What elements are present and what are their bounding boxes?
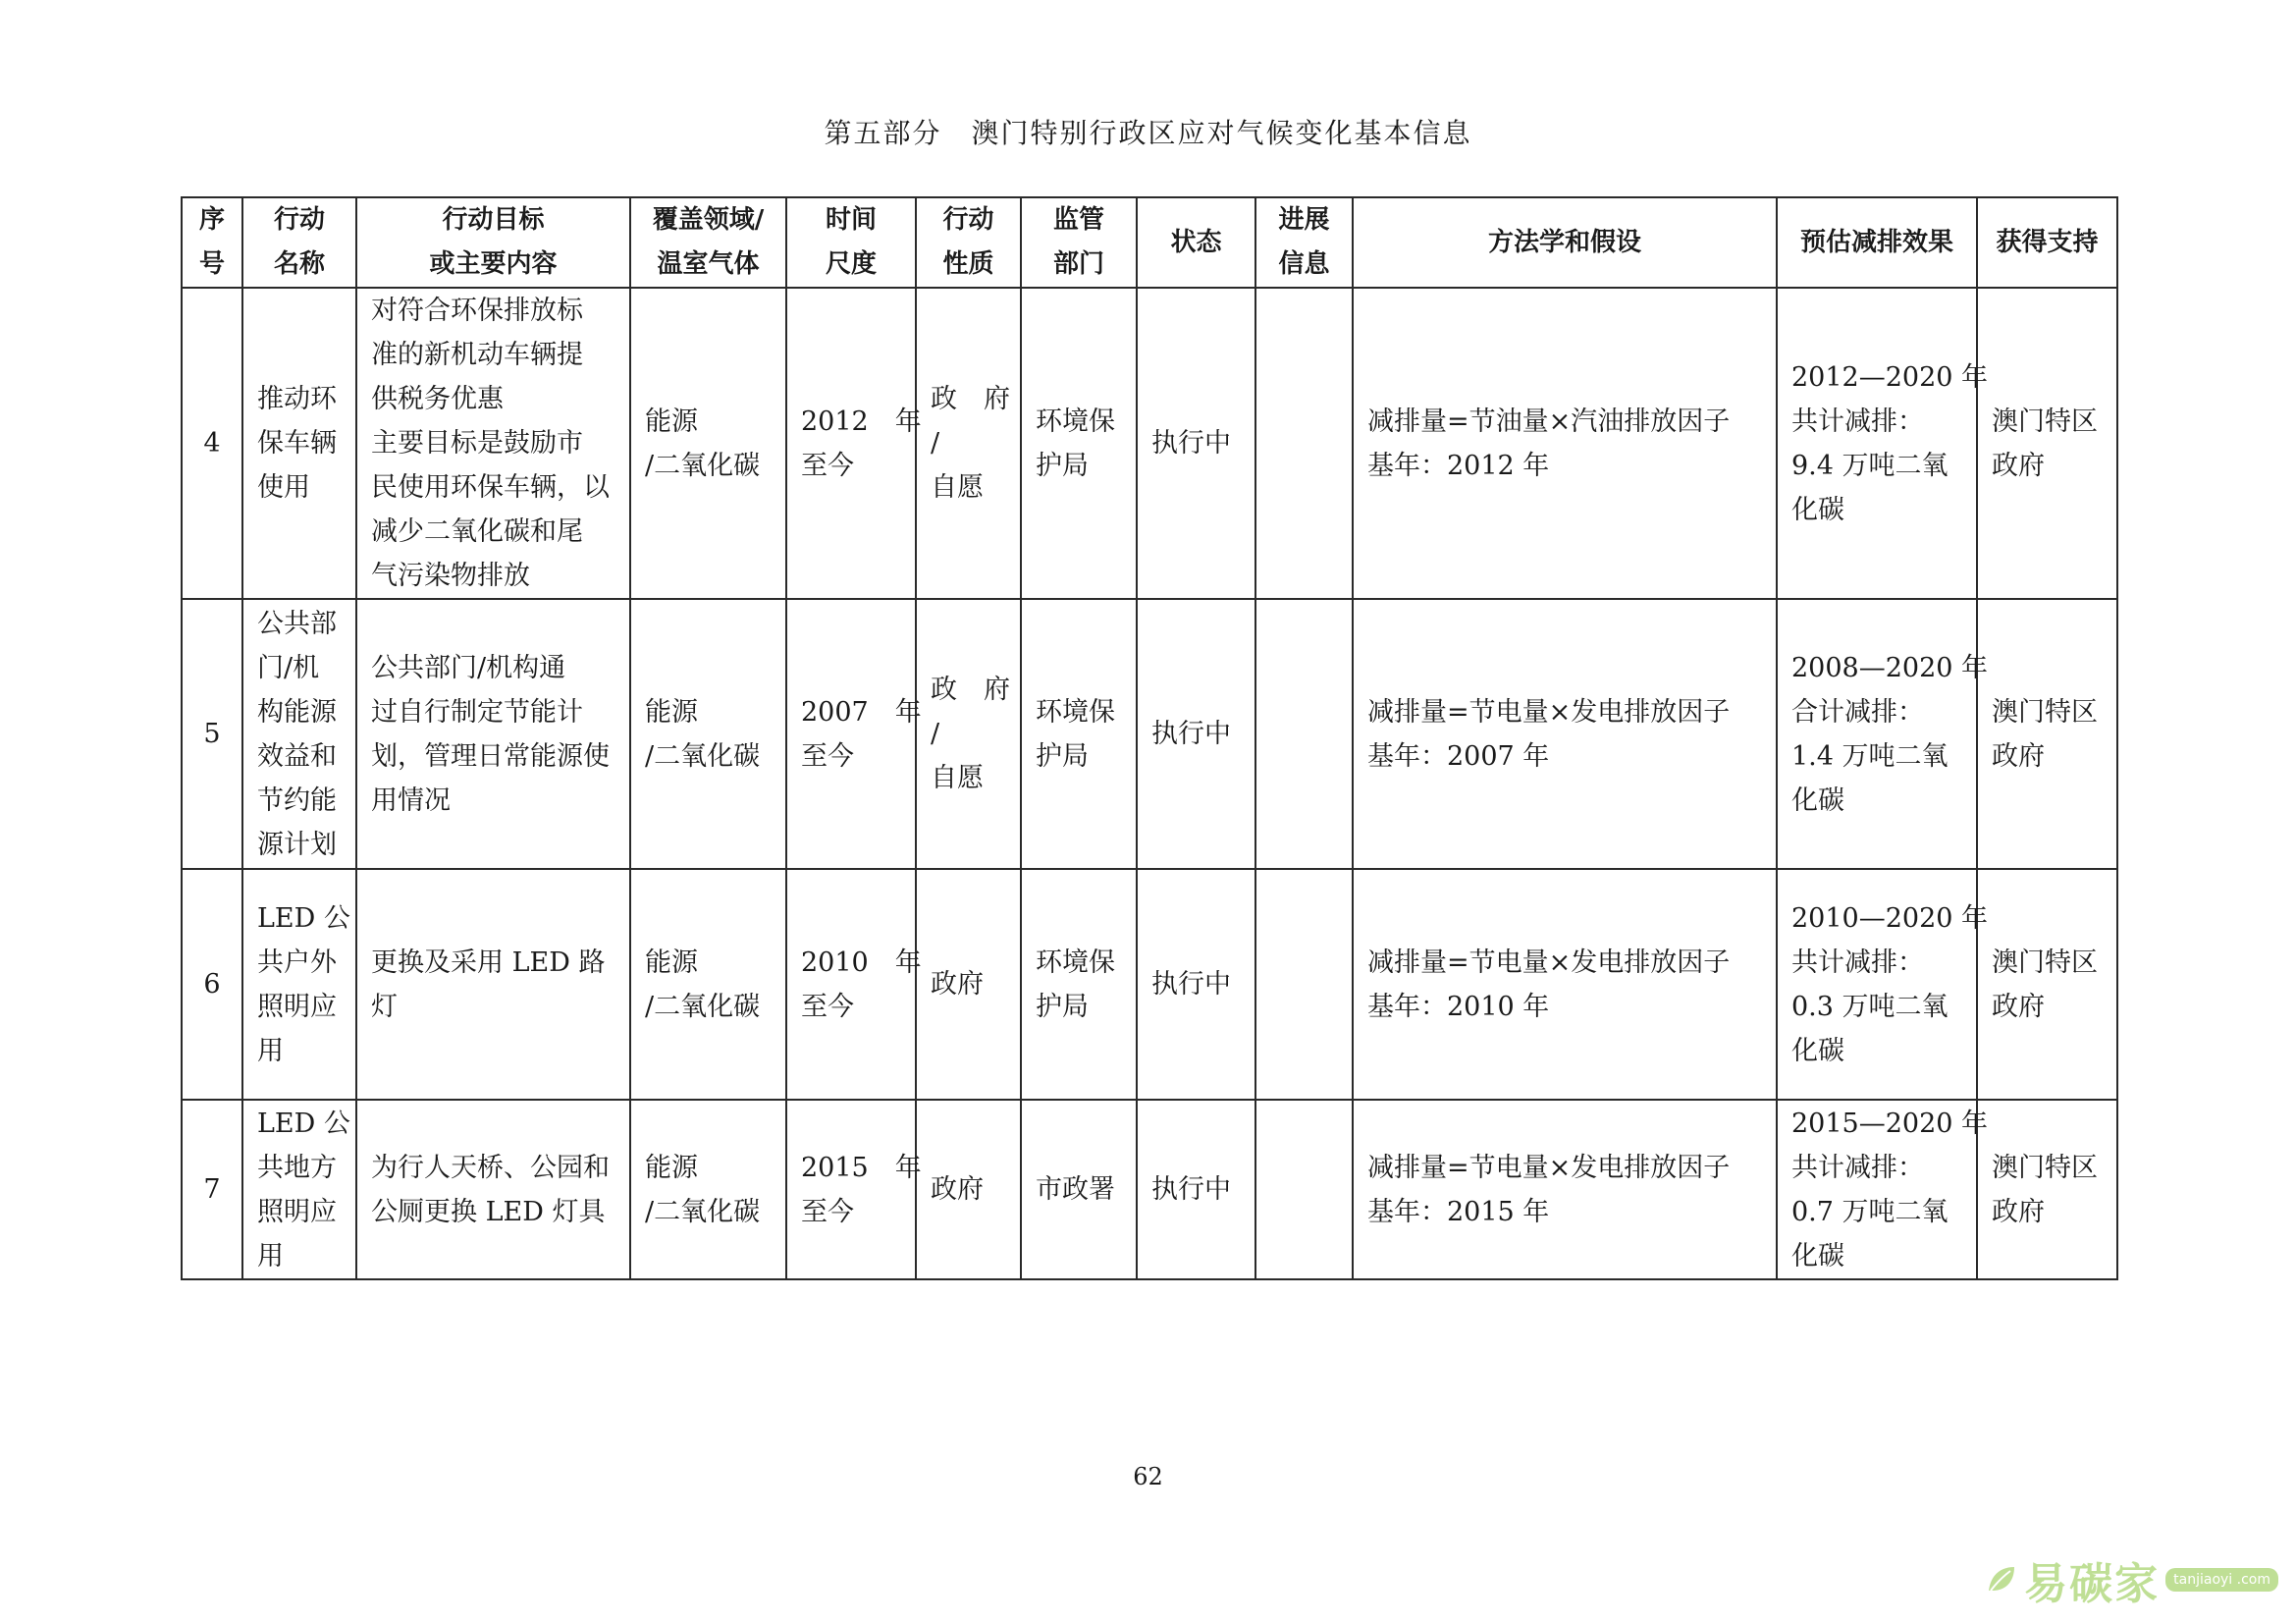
cell-time-line: 2012 年	[801, 406, 922, 437]
cell-effect-line: 化碳	[1791, 1240, 1844, 1271]
cell-action-name	[242, 869, 356, 1100]
cell-goal-line: 气污染物排放	[371, 561, 530, 591]
cell-seq: 6	[182, 869, 242, 1100]
cell-dept	[1021, 288, 1137, 599]
header-sector	[630, 197, 786, 288]
cell-action-name-line: 使用	[257, 472, 310, 503]
cell-sector-line: /二氧化碳	[645, 1196, 761, 1227]
cell-effect-line: 共计减排：	[1791, 406, 1924, 437]
cell-nature-line: 自愿	[931, 763, 984, 793]
cell-sector-line: 能源	[645, 406, 698, 437]
cell-effect-line: 化碳	[1791, 1035, 1844, 1066]
table-row	[182, 869, 2117, 1100]
header-action-name-line: 行动	[273, 205, 325, 235]
cell-goal-line: 为行人天桥、公园和	[371, 1152, 610, 1183]
cell-time	[786, 869, 922, 1100]
cell-method-line: 基年：2012 年	[1367, 450, 1550, 481]
header-support	[1977, 197, 2117, 288]
cell-dept-line: 市政署	[1036, 1174, 1115, 1205]
cell-time	[786, 288, 922, 599]
cell-sector-line: /二氧化碳	[645, 740, 761, 772]
cell-goal-line: 减少二氧化碳和尾	[371, 516, 583, 547]
cell-goal-line: 主要目标是鼓励市	[371, 428, 583, 459]
cell-effect	[1777, 288, 1989, 599]
cell-sector-line: 能源	[645, 1152, 698, 1183]
cell-effect	[1777, 599, 1989, 869]
cell-action-name-line: 源计划	[257, 829, 337, 860]
cell-effect-line: 共计减排：	[1791, 1152, 1924, 1183]
header-sector-line: 温室气体	[657, 249, 760, 279]
cell-method-line: 减排量=节电量×发电排放因子	[1367, 696, 1731, 728]
cell-time-line: 2010 年	[801, 947, 922, 978]
cell-effect-line: 合计减排：	[1791, 696, 1924, 728]
cell-sector-line: 能源	[645, 947, 698, 978]
cell-method-line: 减排量=节油量×汽油排放因子	[1367, 406, 1731, 437]
header-method-line: 方法学和假设	[1487, 227, 1641, 257]
header-effect-line: 预估减排效果	[1799, 227, 1953, 257]
cell-effect-line: 2015—2020 年	[1791, 1108, 1989, 1139]
cell-support-line: 政府	[1992, 991, 2045, 1022]
cell-support	[1977, 1100, 2117, 1279]
watermark-domain: tanjiaoyi .com	[2165, 1568, 2278, 1592]
cell-time-line: 至今	[801, 991, 854, 1022]
cell-goal-line: 更换及采用 LED 路	[371, 947, 606, 978]
cell-dept-line: 环境保	[1036, 696, 1115, 728]
cell-dept-line: 环境保	[1036, 947, 1115, 978]
cell-effect-line: 1.4 万吨二氧	[1791, 740, 1949, 772]
cell-progress	[1255, 288, 1353, 599]
cell-method	[1353, 1100, 1777, 1279]
cell-action-name-line: 节约能	[257, 784, 337, 816]
table-header-row	[182, 197, 2117, 288]
header-progress	[1255, 197, 1353, 288]
cell-sector	[630, 599, 786, 869]
cell-support-line: 澳门特区	[1992, 406, 2098, 437]
cell-dept	[1021, 869, 1137, 1100]
cell-sector-line: 能源	[645, 696, 698, 728]
cell-goal	[356, 599, 630, 869]
cell-goal	[356, 288, 630, 599]
header-method	[1353, 197, 1777, 288]
cell-method-line: 基年：2015 年	[1367, 1196, 1550, 1227]
cell-method	[1353, 869, 1777, 1100]
cell-status: 执行中	[1137, 288, 1255, 599]
cell-action-name-line: 用	[257, 1240, 284, 1271]
header-time-line: 时间	[825, 205, 877, 235]
cell-nature	[916, 599, 1021, 869]
cell-effect-line: 0.7 万吨二氧	[1791, 1196, 1949, 1227]
cell-goal-line: 过自行制定节能计	[371, 696, 583, 728]
cell-dept-line: 护局	[1036, 450, 1089, 481]
cell-goal-line: 划，管理日常能源使	[371, 740, 610, 772]
cell-goal-line: 供税务优惠	[371, 384, 504, 414]
cell-support-line: 澳门特区	[1992, 696, 2098, 728]
header-dept-line: 监管	[1052, 205, 1104, 235]
cell-seq: 7	[182, 1100, 242, 1279]
cell-action-name-line: 照明应	[257, 991, 337, 1022]
cell-dept	[1021, 1100, 1137, 1279]
cell-status: 执行中	[1137, 869, 1255, 1100]
cell-goal-line: 公共部门/机构通	[371, 652, 566, 683]
cell-support-line: 澳门特区	[1992, 1152, 2098, 1183]
cell-time-line: 至今	[801, 450, 854, 481]
cell-action-name	[242, 288, 356, 599]
cell-goal-line: 准的新机动车辆提	[371, 340, 583, 370]
cell-goal-line: 民使用环保车辆，以	[371, 472, 610, 503]
header-progress-line: 信息	[1278, 249, 1330, 279]
cell-action-name-line: 效益和	[257, 740, 337, 772]
cell-action-name-line: LED 公	[257, 1108, 350, 1139]
cell-progress	[1255, 599, 1353, 869]
cell-action-name-line: 门/机	[257, 652, 320, 683]
cell-effect-line: 2012—2020 年	[1791, 361, 1989, 393]
header-status	[1137, 197, 1255, 288]
cell-nature-line: 政 府	[931, 675, 1010, 705]
header-support-line: 获得支持	[1996, 227, 2099, 257]
header-seq	[182, 197, 242, 288]
cell-nature-line: 政府	[931, 969, 984, 1000]
header-nature-line: 行动	[942, 205, 994, 235]
cell-effect	[1777, 1100, 1989, 1279]
cell-dept	[1021, 599, 1137, 869]
cell-effect-line: 0.3 万吨二氧	[1791, 991, 1949, 1022]
cell-method	[1353, 288, 1777, 599]
cell-time-line: 2007 年	[801, 696, 922, 728]
cell-action-name	[242, 1100, 356, 1279]
leaf-icon	[1985, 1563, 2018, 1596]
cell-nature	[916, 288, 1021, 599]
header-nature-line: 性质	[942, 249, 994, 279]
cell-sector-line: /二氧化碳	[645, 450, 761, 481]
header-dept	[1021, 197, 1137, 288]
cell-goal	[356, 869, 630, 1100]
cell-dept-line: 护局	[1036, 991, 1089, 1022]
cell-support-line: 政府	[1992, 450, 2045, 481]
header-seq-line: 序	[198, 205, 225, 235]
cell-effect-line: 化碳	[1791, 494, 1844, 525]
cell-status: 执行中	[1137, 1100, 1255, 1279]
cell-nature	[916, 1100, 1021, 1279]
cell-time-line: 2015 年	[801, 1152, 922, 1183]
cell-action-name-line: 推动环	[257, 384, 337, 414]
header-time-line: 尺度	[825, 249, 877, 279]
cell-dept-line: 护局	[1036, 740, 1089, 772]
cell-status: 执行中	[1137, 599, 1255, 869]
watermark-text: 易碳家	[2024, 1559, 2161, 1609]
cell-action-name-line: 照明应	[257, 1196, 337, 1227]
cell-action-name-line: 共地方	[257, 1152, 337, 1183]
cell-nature-line: 政 府	[931, 384, 1010, 414]
cell-method-line: 基年：2007 年	[1367, 740, 1550, 772]
header-action-name-line: 名称	[273, 249, 325, 279]
cell-support-line: 政府	[1992, 740, 2045, 772]
cell-sector-line: /二氧化碳	[645, 991, 761, 1022]
cell-nature-line: 自愿	[931, 472, 984, 503]
cell-support	[1977, 599, 2117, 869]
cell-support	[1977, 869, 2117, 1100]
header-dept-line: 部门	[1052, 249, 1104, 279]
header-time	[786, 197, 916, 288]
cell-time	[786, 1100, 922, 1279]
cell-effect-line: 化碳	[1791, 784, 1844, 816]
page-title: 第五部分 澳门特别行政区应对气候变化基本信息	[824, 117, 1472, 149]
cell-method-line: 减排量=节电量×发电排放因子	[1367, 1152, 1731, 1183]
cell-sector	[630, 1100, 786, 1279]
cell-progress	[1255, 1100, 1353, 1279]
cell-sector	[630, 869, 786, 1100]
cell-goal-line: 对符合环保排放标	[371, 296, 583, 326]
cell-nature	[916, 869, 1021, 1100]
cell-goal-line: 灯	[371, 991, 398, 1022]
cell-support	[1977, 288, 2117, 599]
cell-support-line: 政府	[1992, 1196, 2045, 1227]
header-goal-line: 行动目标	[442, 205, 545, 235]
cell-method-line: 减排量=节电量×发电排放因子	[1367, 947, 1731, 978]
header-status-line: 状态	[1170, 227, 1222, 257]
cell-action-name-line: 构能源	[257, 696, 337, 728]
cell-method	[1353, 599, 1777, 869]
header-effect	[1777, 197, 1977, 288]
table-row	[182, 599, 2117, 869]
cell-method-line: 基年：2010 年	[1367, 991, 1550, 1022]
cell-goal	[356, 1100, 630, 1279]
cell-effect-line: 共计减排：	[1791, 947, 1924, 978]
cell-action-name-line: 用	[257, 1035, 284, 1066]
cell-time-line: 至今	[801, 1196, 854, 1227]
site-watermark	[1985, 1548, 2278, 1611]
page-number: 62	[1133, 1463, 1163, 1490]
header-seq-line: 号	[198, 249, 225, 279]
cell-time	[786, 599, 922, 869]
cell-nature-line: /	[931, 719, 940, 749]
header-goal-line: 或主要内容	[429, 249, 558, 279]
cell-dept-line: 环境保	[1036, 406, 1115, 437]
cell-goal-line: 用情况	[371, 784, 451, 816]
cell-progress	[1255, 869, 1353, 1100]
cell-effect-line: 2010—2020 年	[1791, 902, 1989, 934]
table-row	[182, 288, 2117, 599]
cell-nature-line: /	[931, 428, 940, 459]
cell-effect-line: 2008—2020 年	[1791, 652, 1989, 683]
climate-actions-table-wrapper	[181, 196, 2116, 1280]
cell-support-line: 澳门特区	[1992, 947, 2098, 978]
cell-time-line: 至今	[801, 740, 854, 772]
header-progress-line: 进展	[1278, 205, 1330, 235]
cell-effect-line: 9.4 万吨二氧	[1791, 450, 1949, 481]
header-nature	[916, 197, 1021, 288]
cell-seq: 4	[182, 288, 242, 599]
cell-goal-line: 公厕更换 LED 灯具	[371, 1196, 606, 1227]
header-goal	[356, 197, 630, 288]
cell-sector	[630, 288, 786, 599]
cell-nature-line: 政府	[931, 1174, 984, 1205]
cell-action-name-line: LED 公	[257, 902, 350, 934]
header-sector-line: 覆盖领域/	[652, 205, 765, 235]
header-action-name	[242, 197, 356, 288]
cell-action-name-line: 保车辆	[257, 428, 337, 459]
cell-seq: 5	[182, 599, 242, 869]
cell-action-name	[242, 599, 356, 869]
cell-action-name-line: 公共部	[257, 608, 337, 639]
cell-action-name-line: 共户外	[257, 947, 337, 978]
table-row	[182, 1100, 2117, 1279]
climate-actions-table	[181, 196, 2118, 1280]
cell-effect	[1777, 869, 1989, 1100]
